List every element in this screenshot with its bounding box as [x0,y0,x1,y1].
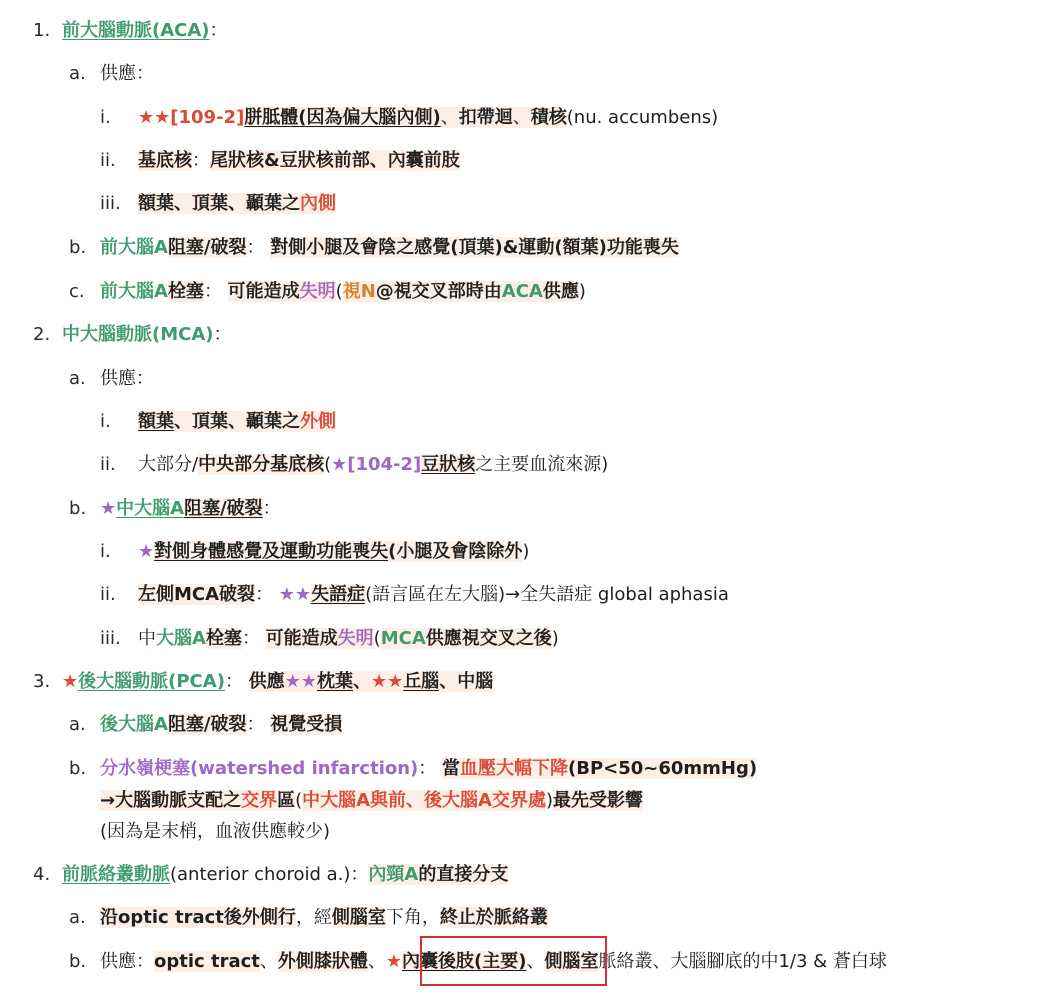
star-icon: ★ [62,671,79,692]
list-letter: a. [69,907,86,928]
list-roman: i. [100,541,111,562]
highlight-text: 內囊後肢(主要) [402,951,527,972]
list-roman: i. [100,107,111,128]
green-keyword: 前大腦A [100,237,168,258]
green-keyword: 中大腦A [116,498,185,519]
red-keyword: 外側 [300,411,336,432]
highlight-text: 失語症 [311,584,366,605]
list-roman: iii. [100,193,121,214]
list-number: 3. [33,671,51,692]
highlight-text: 扣帶迴 [458,107,513,128]
star-icon: ★★ [138,107,171,128]
list-roman: ii. [100,150,116,171]
artery-heading: 前脈絡叢動脈 [62,864,170,885]
list-roman: iii. [100,628,121,649]
highlight-text: 左側MCA破裂 [138,584,256,605]
star-icon: ★★ [278,584,312,605]
red-keyword: 中大腦A與前、後大腦A交界處 [302,790,546,811]
list-letter: b. [69,498,87,519]
list-roman: ii. [100,584,116,605]
green-keyword: 大腦A [156,628,206,649]
list-letter: a. [69,368,86,389]
list-letter: b. [69,951,87,972]
colon: ： [209,20,228,41]
highlight-text: 對側身體感覺及運動功能喪失 [154,541,389,562]
item-text: 供應： [100,63,154,84]
highlight-text: 基底核 [138,150,192,171]
list-letter: a. [69,63,86,84]
purple-keyword: 分水嶺梗塞(watershed infarction) [100,758,419,779]
highlight-text: 積核 [530,107,567,128]
highlight-text: 胼胝體(因為偏大腦內側) [244,107,441,128]
highlight-text: 尾狀核&豆狀核前部、內囊前肢 [210,150,460,171]
artery-heading: 中大腦動脈(MCA) [62,324,214,345]
list-letter: c. [69,281,85,302]
green-keyword: MCA [380,628,426,649]
list-roman: i. [100,411,111,432]
highlight-text: 對側小腿及會陰之感覺(頂葉)&運動(額葉)功能喪失 [270,237,679,258]
exam-ref: [109-2] [170,107,245,128]
list-letter: b. [69,237,87,258]
list-roman: ii. [100,454,116,475]
annotation-box [420,936,607,986]
star-icon: ★ [138,541,155,562]
red-keyword: 內側 [300,193,336,214]
purple-keyword: 失明 [299,281,336,302]
highlight-text: 沿optic tract後外側行 [100,907,296,928]
star-icon: ★★ [370,671,404,692]
artery-heading: 前大腦動脈(ACA) [62,20,210,41]
highlight-text: 視覺受損 [270,714,343,735]
cropped-next-line [150,990,770,1000]
green-keyword: 內頸A [368,864,419,885]
item-text: (因為是末梢，血液供應較少) [100,821,331,842]
red-keyword: 血壓大幅下降 [460,758,569,779]
highlight-text: 中央部分基底核 [198,454,325,475]
item-text: (nu. accumbens) [566,107,719,128]
list-letter: a. [69,714,86,735]
star-icon: ★ [100,498,117,519]
orange-keyword: 視N [342,281,376,302]
list-letter: b. [69,758,87,779]
artery-heading: 後大腦動脈(PCA) [78,671,225,692]
notes-page: 1. 前大腦動脈(ACA)： a. 供應： i. ★★[109-2]胼胝體(因為偏大腦內側)、扣帶迴、積核(nu. accumbens) ii. 基底核：尾狀核&豆狀核前部、內囊前肢 iii. 額葉、頂葉、顳葉之內側 b. 前大腦A阻塞/破裂： 對側小腿及會陰之感覺(頂葉)&運動(額葉)功能喪失 c. 前大腦A栓塞： 可能造成失明(視N@視交叉部時由ACA供應) 2. 中大腦動脈(MCA)： a. 供應： i. 額葉、頂葉、顳葉之外側 ii. 大部分/中央部分基底核(★[104-2]豆狀核之主要血流來源) b. ★中大腦A阻塞/破裂： i. ★對側身體感覺及運動功能喪失(小腿及會陰除外) ii. 左側MCA破裂： ★★失語症(語言區在左大腦)→全失語症 global aphasia iii. 中大腦A栓塞： 可能造成失明(MCA供應視交叉之後) 3. ★後大腦動脈(PCA)： 供應★★枕葉、★★丘腦、中腦 a. 後大腦A阻塞/破裂： 視覺受損 b. 分水嶺梗塞(watershed infarction)： 當血壓大幅下降(BP<50~60mmHg) →大腦動脈支配之交界區(中大腦A與前、後大腦A交界處)最先受影響 (因為是末梢，血液供應較少) 4. 前脈絡叢動脈(anterior choroid a.)：內頸A的直接分支 a. 沿optic tract後外側行，經側腦室下角，終止於脈絡叢 b. 供應：optic tract、外側膝狀體、★內囊後肢(主要)、側腦室脈絡叢、大腦腳底的中1/3 & 蒼白球 [0,0,1045,1000]
green-keyword: 後大腦A [100,714,168,735]
red-keyword: 交界 [241,790,278,811]
list-number: 2. [33,324,51,345]
highlight-text: 額葉 [138,411,174,432]
list-number: 1. [33,20,51,41]
star-icon: ★★ [284,671,317,692]
item-text: 供應： [100,368,154,389]
green-keyword: 前大腦A [100,281,168,302]
highlight-text: 額葉、頂葉、顳葉之 [138,193,300,214]
purple-keyword: 失明 [337,628,374,649]
green-keyword: ACA [501,281,543,302]
exam-ref: ★[104-2] [331,454,422,475]
star-icon: ★ [385,951,403,972]
list-number: 4. [33,864,51,885]
highlight-text: 豆狀核 [421,454,476,475]
